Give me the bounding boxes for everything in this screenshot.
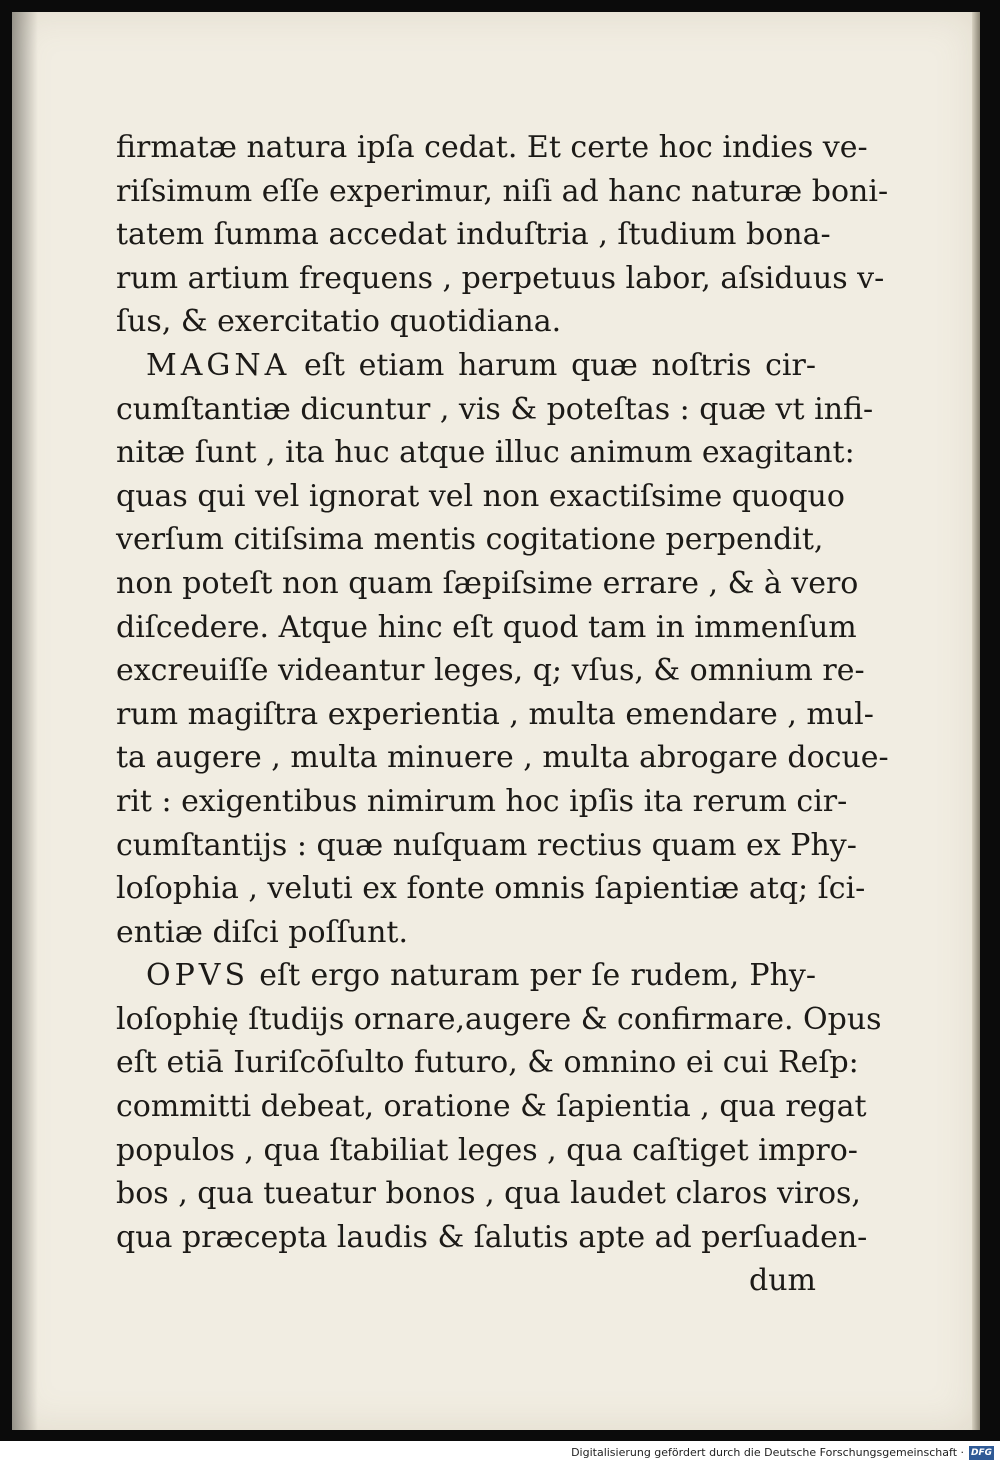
text-line: rum magiſtra experientia , multa emendare , mul- [116,696,874,732]
text-line: ta augere , multa minuere , multa abrogare docue- [116,740,889,776]
text-line: ſus, & exercitatio quotidiana. [116,304,562,340]
text-line: cumſtantiæ dicuntur , vis & poteſtas : quæ vt infi- [116,391,874,427]
paragraph-opening-line [116,344,816,388]
text-line-rest: eſt ergo naturam per ſe rudem, Phy- [249,958,816,994]
text-line: firmatæ natura ipſa cedat. Et certe hoc indies ve- [116,130,868,165]
text-line: nitæ ſunt , ita huc atque illuc animum exagitant: [116,435,855,471]
body-text [116,126,889,1303]
text-line: tatem ſumma accedat induſtria , ſtudium bona- [116,217,831,253]
text-line: eſt etiā Iuriſcōſulto futuro, & omnino ei cui Reſp: [116,1045,859,1081]
page-edge [972,12,980,1430]
text-line: qua præcepta laudis & ſalutis apte ad perſuaden- [116,1219,868,1255]
text-line: quas qui vel ignorat vel non exactiſsime quoquo [116,478,845,514]
text-line: rum artium frequens , perpetuus labor, aſsiduus v- [116,260,885,296]
catchword: dum [749,1263,816,1299]
text-line: cumſtantijs : quæ nuſquam rectius quam ex Phy- [116,827,857,863]
text-line: riſsimum eſſe experimur, niſi ad hanc naturæ boni- [116,173,889,209]
funding-credit: Digitalisierung gefördert durch die Deutsche Forschungsgemeinschaft · [571,1446,964,1459]
dfg-logo: DFG [970,1448,992,1458]
text-line: bos , qua tueatur bonos , qua laudet claros viros, [116,1176,861,1212]
spine-shadow [12,12,38,1430]
initial-capitals: MAGNA [146,347,291,383]
text-line: loſophia , veluti ex fonte omnis ſapientiæ atq; ſci- [116,871,866,907]
footer-bar [0,1441,1000,1466]
text-line: excreuiſſe videantur leges, q; vſus, & omnium re- [116,653,865,689]
text-line: loſophię ſtudijs ornare,augere & confirmare. Opus [116,1001,882,1037]
text-line: rit : exigentibus nimirum hoc ipſis ita rerum cir- [116,783,848,819]
text-line: committi debeat, oratione & ſapientia , qua regat [116,1089,867,1125]
text-line: verſum citiſsima mentis cogitatione perpendit, [116,522,824,558]
text-line: populos , qua ſtabiliat leges , qua caſtiget impro- [116,1132,858,1168]
text-line: non poteſt non quam ſæpiſsime errare , & à vero [116,565,859,601]
text-line-rest: eſt etiam harum quæ noſtris cir- [290,347,816,383]
text-line: entiæ diſci poſſunt. [116,914,409,950]
paragraph-opening-line [116,954,816,998]
initial-capitals: OPVS [146,958,249,994]
text-line: diſcedere. Atque hinc eſt quod tam in immenſum [116,609,857,645]
